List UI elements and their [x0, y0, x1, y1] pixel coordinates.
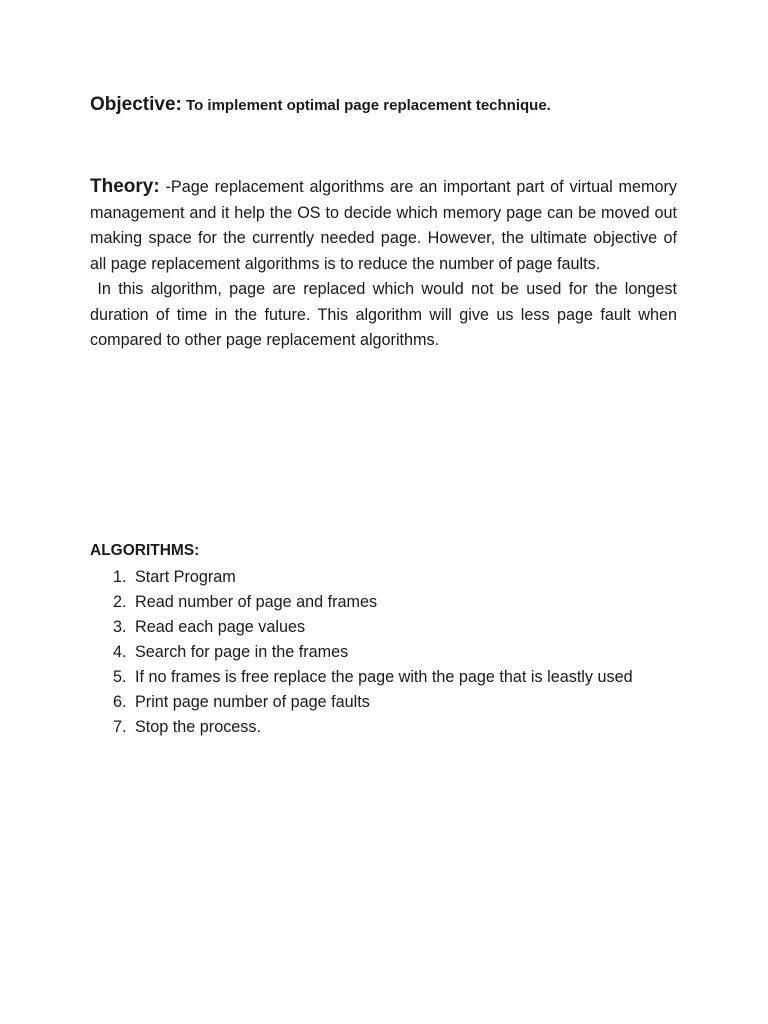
- objective-section: [90, 94, 690, 116]
- step-text: Read number of page and frames: [135, 593, 378, 611]
- step-text: Search for page in the frames: [135, 643, 349, 661]
- list-item: [90, 690, 670, 715]
- theory-text-1: -Page replacement algorithms are an important part of virtual memory management and it help the OS to decide which memory page can be moved out making space for the currently needed page. However, the ultimate objective of all page replacement algorithms is to reduce the number of page faults.: [90, 178, 677, 273]
- objective-text: To implement optimal page replacement technique.: [181, 97, 551, 114]
- objective-label: Objective:: [90, 94, 182, 115]
- list-item: [90, 715, 670, 740]
- step-text: Print page number of page faults: [135, 693, 370, 711]
- step-number: 3.: [113, 618, 127, 636]
- list-item: [90, 665, 670, 690]
- theory-paragraph-1: [90, 174, 677, 277]
- list-item: [90, 615, 670, 640]
- step-text: Read each page values: [135, 618, 306, 636]
- list-item: [90, 590, 670, 615]
- step-number: 5.: [113, 668, 127, 686]
- step-number: 6.: [113, 693, 127, 711]
- step-number: 7.: [113, 718, 127, 736]
- step-text: Stop the process.: [135, 718, 261, 736]
- theory-paragraph-2: [90, 277, 677, 354]
- step-number: 1.: [113, 568, 127, 586]
- algorithms-section: [90, 540, 690, 740]
- algorithms-heading: ALGORITHMS:: [90, 542, 200, 559]
- step-number: 4.: [113, 643, 127, 661]
- step-text: If no frames is free replace the page with the page that is leastly used: [135, 668, 633, 686]
- theory-section: [90, 174, 677, 354]
- theory-label: Theory:: [90, 176, 160, 197]
- list-item: [90, 640, 670, 665]
- theory-text-2: In this algorithm, page are replaced which would not be used for the longest duration of time in the future. This algorithm will give us less page fault when compared to other page replacement algorithms.: [90, 280, 677, 349]
- step-number: 2.: [113, 593, 127, 611]
- list-item: [90, 565, 670, 590]
- algorithm-steps-list: [90, 565, 690, 740]
- step-text: Start Program: [135, 568, 236, 586]
